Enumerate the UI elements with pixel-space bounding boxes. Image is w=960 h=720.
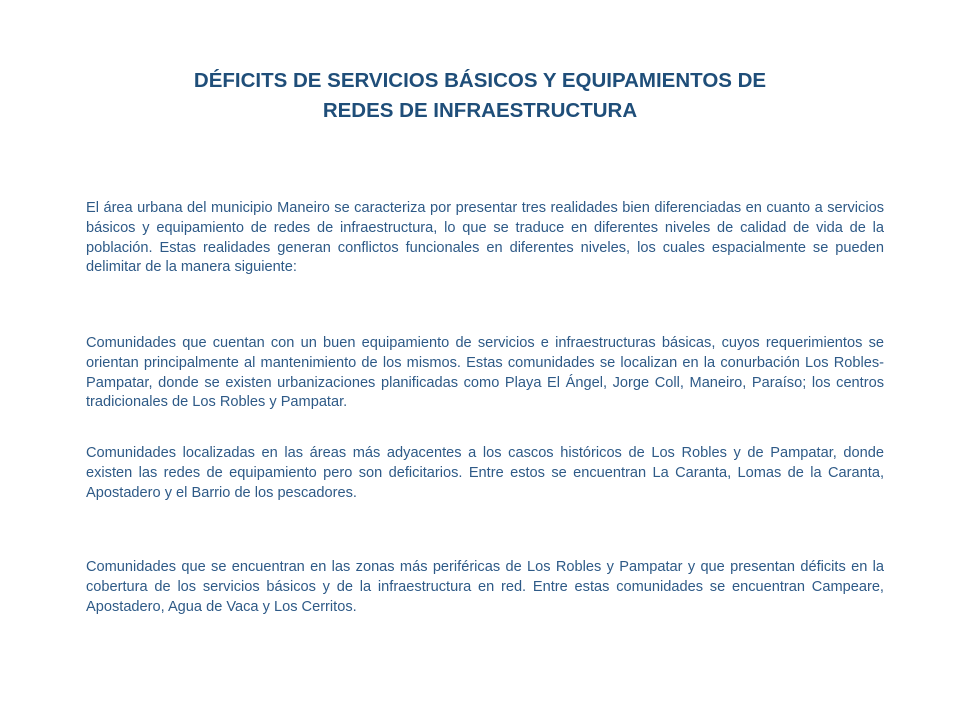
paragraph-peripheral-communities: Comunidades que se encuentran en las zonas más periféricas de Los Robles y Pampatar y que presentan déficits en la cobertura de los servicios básicos y de la infraestructura en red. Entre estas comunidades se encuentran Campeare, Apostadero, Agua de Vaca y Los Cerritos.	[86, 559, 884, 615]
intro-paragraph: El área urbana del municipio Maneiro se caracteriza por presentar tres realidades bien diferenciadas en cuanto a servicios básicos y equipamiento de redes de infraestructura, lo que se traduce en diferentes niveles de calidad de vida de la población. Estas realidades generan conflictos funcionales en diferentes niveles, los cuales espacialmente se pueden delimitar de la manera siguiente:	[86, 200, 884, 276]
slide-title	[80, 66, 880, 126]
slide-title-line-2: REDES DE INFRAESTRUCTURA	[322, 99, 638, 122]
paragraph-well-served-communities: Comunidades que cuentan con un buen equipamiento de servicios e infraestructuras básicas, cuyos requerimientos se orientan principalmente al mantenimiento de los mismos. Estas comunidades se localizan en la conurbación Los Robles- Pampatar, donde se existen urbanizaciones planificadas como Playa El Ángel, Jorge Coll, Maneiro, Paraíso; los centros tradicionales de Los Robles y Pampatar.	[86, 335, 884, 411]
paragraph-deficient-communities: Comunidades localizadas en las áreas más adyacentes a los cascos históricos de Los Robles y de Pampatar, donde existen las redes de equipamiento pero son deficitarios. Entre estos se encuentran La Caranta, Lomas de la Caranta, Apostadero y el Barrio de los pescadores.	[86, 445, 884, 501]
slide-title-line-1: DÉFICITS DE SERVICIOS BÁSICOS Y EQUIPAMIENTOS DE	[193, 69, 767, 92]
